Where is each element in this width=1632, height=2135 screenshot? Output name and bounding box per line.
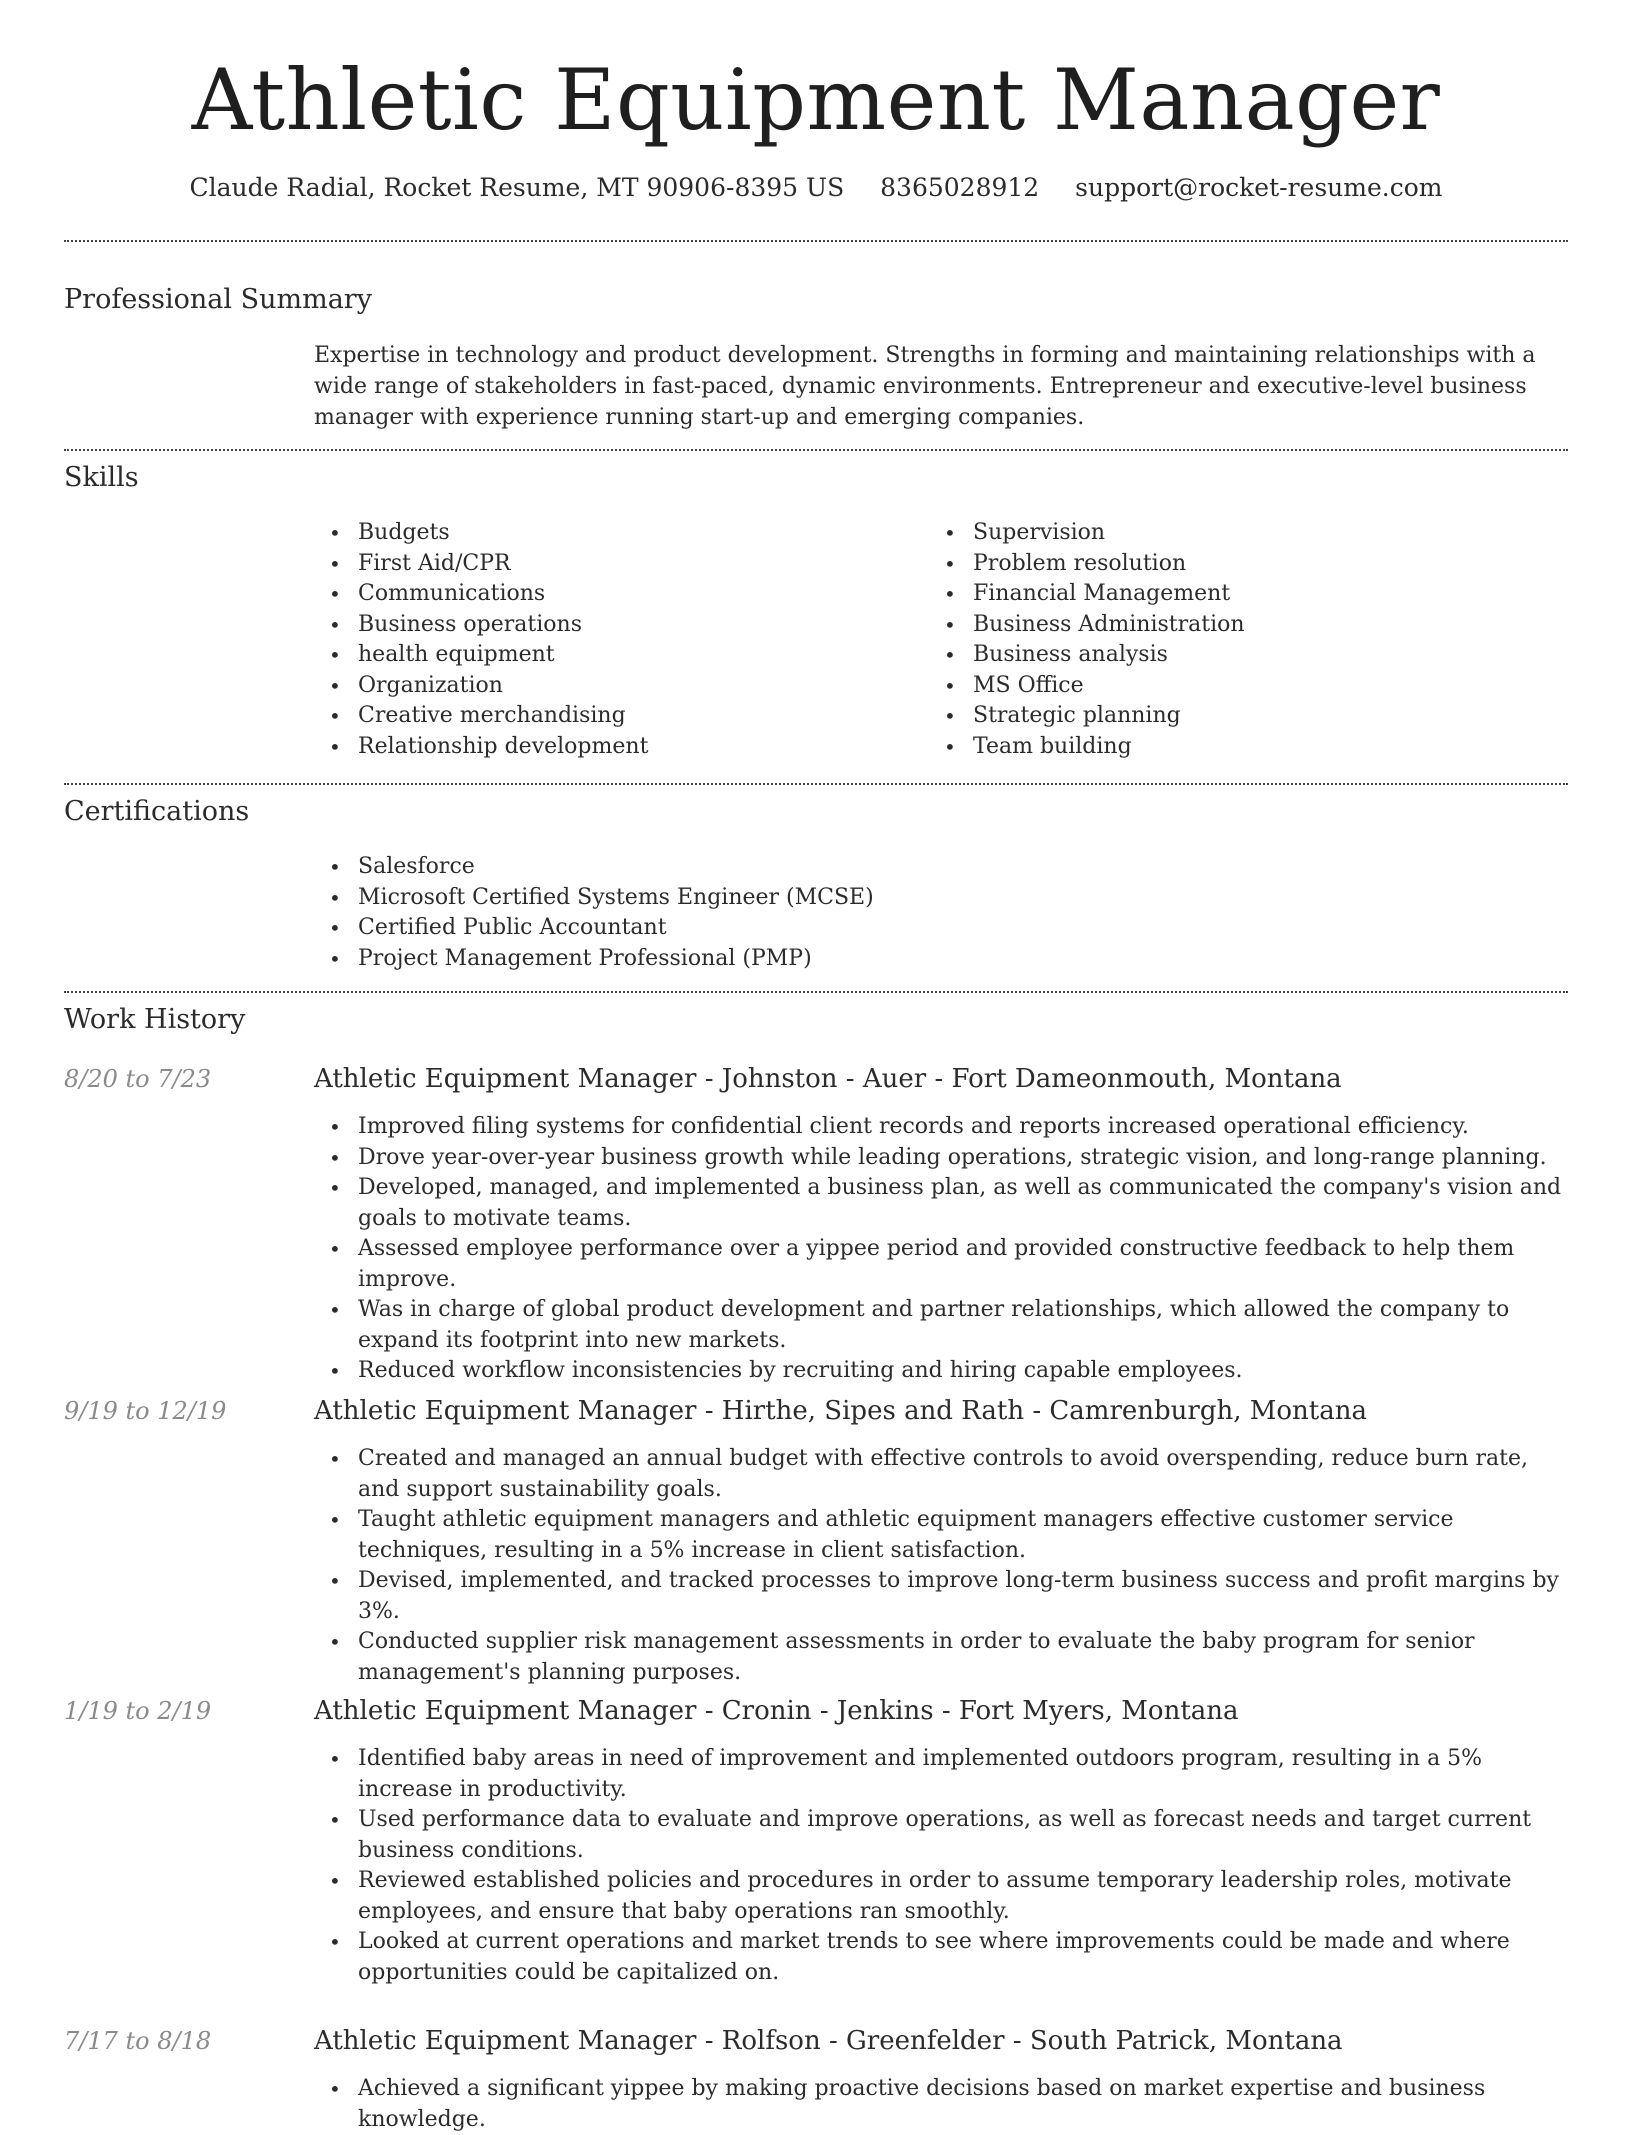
job-bullet: • Achieved a significant yippee by making proactive decisions based on market expertise and business knowledge. — [314, 2074, 1568, 2135]
job-bullet: • Looked at current operations and market trends to see where improvements could be made and where opportunities could be capitalized on. — [314, 1927, 1568, 1988]
job-bullets — [314, 1744, 1568, 1988]
job-bullet: • Created and managed an annual budget with effective controls to avoid overspending, reduce burn rate, and support sustainability goals. — [314, 1444, 1568, 1505]
skill-item: • Communications — [314, 579, 914, 610]
skill-item: • Supervision — [929, 518, 1529, 549]
divider — [64, 991, 1568, 993]
job-bullet: • Identified baby areas in need of improvement and implemented outdoors program, resulting in a 5% increase in productivity. — [314, 1744, 1568, 1805]
skill-item: • First Aid/CPR — [314, 549, 914, 580]
skill-item: • Creative merchandising — [314, 701, 914, 732]
job-bullet: • Taught athletic equipment managers and athletic equipment managers effective customer service techniques, resulting in a 5% increase in client satisfaction. — [314, 1505, 1568, 1566]
job-bullet: • Improved filing systems for confidential client records and reports increased operational efficiency. — [314, 1112, 1568, 1143]
job-bullets — [314, 2074, 1568, 2135]
job-bullet: • Was in charge of global product development and partner relationships, which allowed the company to expand its footprint into new markets. — [314, 1295, 1568, 1356]
summary-heading: Professional Summary — [64, 284, 372, 315]
job-bullets — [314, 1112, 1568, 1387]
job-dates: 9/19 to 12/19 — [64, 1397, 227, 1425]
work-history-heading: Work History — [64, 1004, 246, 1035]
certification-item: • Salesforce — [314, 852, 1568, 883]
skills-heading: Skills — [64, 462, 139, 493]
certification-item: • Certified Public Accountant — [314, 913, 1568, 944]
job-bullet: • Devised, implemented, and tracked processes to improve long-term business success and profit margins by 3%. — [314, 1566, 1568, 1627]
certification-item: • Project Management Professional (PMP) — [314, 944, 1568, 975]
job-dates: 1/19 to 2/19 — [64, 1697, 212, 1725]
contact-address: Claude Radial, Rocket Resume, MT 90906-8395 US — [189, 173, 845, 202]
job-title: Athletic Equipment Manager - Cronin - Jenkins - Fort Myers, Montana — [314, 1696, 1239, 1726]
job-bullet: • Conducted supplier risk management assessments in order to evaluate the baby program for senior management's planning purposes. — [314, 1627, 1568, 1688]
certifications-heading: Certifications — [64, 796, 250, 827]
certification-item: • Microsoft Certified Systems Engineer (MCSE) — [314, 883, 1568, 914]
certifications-list — [314, 852, 1568, 974]
divider — [64, 449, 1568, 451]
divider — [64, 783, 1568, 785]
skills-list-right — [929, 518, 1529, 762]
skills-list-left — [314, 518, 914, 762]
job-bullet: • Reviewed established policies and procedures in order to assume temporary leadership roles, motivate employees, and ensure that baby operations ran smoothly. — [314, 1866, 1568, 1927]
job-dates: 7/17 to 8/18 — [64, 2027, 212, 2055]
job-bullet: • Used performance data to evaluate and improve operations, as well as forecast needs and target current business conditions. — [314, 1805, 1568, 1866]
contact-line — [0, 170, 1632, 206]
contact-email: support@rocket-resume.com — [1075, 173, 1443, 202]
resume-title: Athletic Equipment Manager — [191, 51, 1441, 149]
job-bullet: • Reduced workflow inconsistencies by recruiting and hiring capable employees. — [314, 1356, 1568, 1387]
skill-item: • Problem resolution — [929, 549, 1529, 580]
skill-item: • Relationship development — [314, 732, 914, 763]
job-title: Athletic Equipment Manager - Hirthe, Sipes and Rath - Camrenburgh, Montana — [314, 1396, 1367, 1426]
job-bullet: • Developed, managed, and implemented a business plan, as well as communicated the company's vision and goals to motivate teams. — [314, 1173, 1568, 1234]
skill-item: • Business analysis — [929, 640, 1529, 671]
skill-item: • health equipment — [314, 640, 914, 671]
skill-item: • Strategic planning — [929, 701, 1529, 732]
job-title: Athletic Equipment Manager - Johnston - Auer - Fort Dameonmouth, Montana — [314, 1064, 1342, 1094]
divider — [64, 240, 1568, 242]
job-bullets — [314, 1444, 1568, 1688]
skill-item: • MS Office — [929, 671, 1529, 702]
summary-text: Expertise in technology and product development. Strengths in forming and maintaining relationships with a wide range of stakeholders in fast-paced, dynamic environments. Entrepreneur and executive-level business manager with experience running start-up and emerging companies. — [314, 343, 1536, 430]
skill-item: • Business Administration — [929, 610, 1529, 641]
skill-item: • Organization — [314, 671, 914, 702]
job-bullet: • Assessed employee performance over a yippee period and provided constructive feedback to help them improve. — [314, 1234, 1568, 1295]
skill-item: • Team building — [929, 732, 1529, 763]
job-bullet: • Drove year-over-year business growth while leading operations, strategic vision, and long-range planning. — [314, 1143, 1568, 1174]
job-title: Athletic Equipment Manager - Rolfson - Greenfelder - South Patrick, Montana — [314, 2026, 1343, 2056]
contact-phone: 8365028912 — [880, 173, 1040, 202]
job-dates: 8/20 to 7/23 — [64, 1065, 212, 1093]
skill-item: • Financial Management — [929, 579, 1529, 610]
skill-item: • Budgets — [314, 518, 914, 549]
skill-item: • Business operations — [314, 610, 914, 641]
